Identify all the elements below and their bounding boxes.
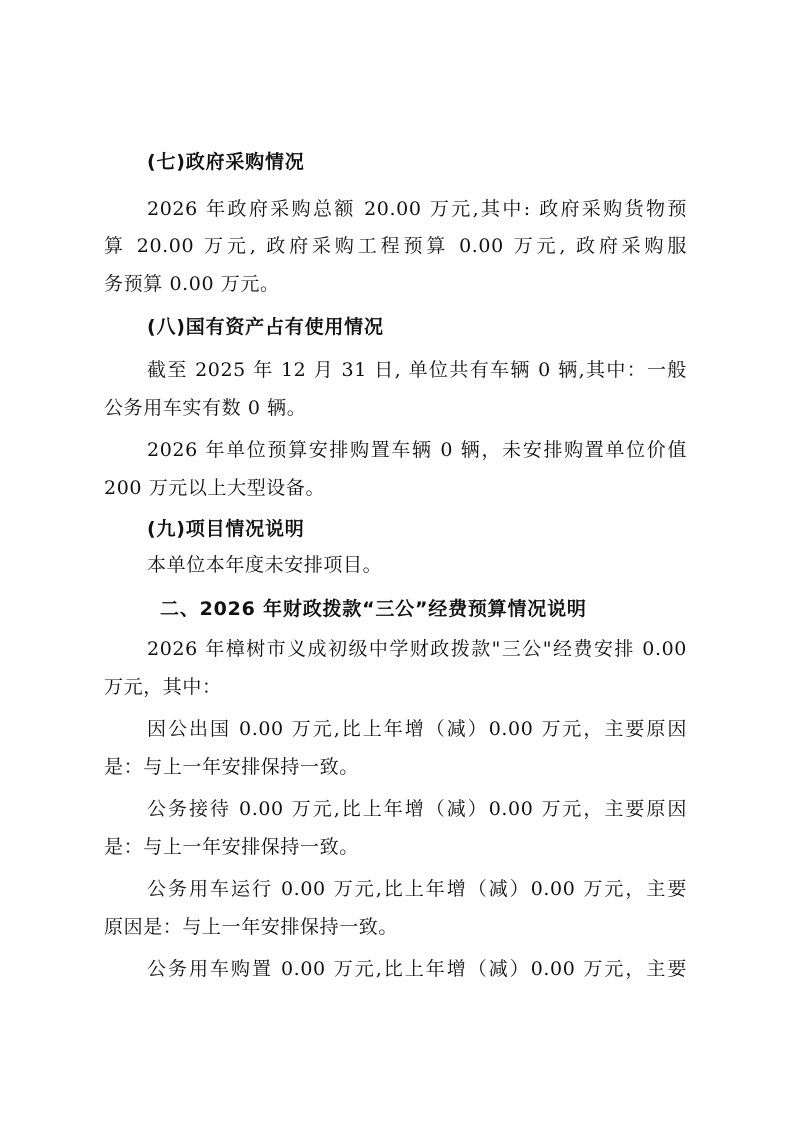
abroad-line-2: 是：与上一年安排保持一致。	[104, 756, 359, 778]
section-8-heading: (八)国有资产占有使用情况	[147, 316, 384, 338]
vehicle-operation-line-2: 原因是：与上一年安排保持一致。	[104, 916, 399, 938]
part-2-intro-line-2: 万元，其中：	[104, 676, 222, 698]
section-8-p1-line-2: 公务用车实有数 0 辆。	[104, 397, 307, 419]
section-8-p1-line-1: 截至 2025 年 12 月 31 日, 单位共有车辆 0 辆,其中：一般	[147, 359, 687, 381]
section-7-line-1: 2026 年政府采购总额 20.00 万元,其中: 政府采购货物预	[147, 198, 687, 220]
vehicle-operation-line-1: 公务用车运行 0.00 万元,比上年增（减）0.00 万元，主要	[147, 878, 687, 900]
reception-line-2: 是：与上一年安排保持一致。	[104, 836, 359, 858]
vehicle-purchase-line-1: 公务用车购置 0.00 万元,比上年增（减）0.00 万元，主要	[147, 958, 687, 980]
section-7-heading: (七)政府采购情况	[147, 151, 305, 173]
section-7-line-3: 务预算 0.00 万元。	[104, 273, 280, 295]
abroad-line-1: 因公出国 0.00 万元,比上年增（减）0.00 万元，主要原因	[147, 718, 687, 740]
section-8-p2-line-2: 200 万元以上大型设备。	[104, 477, 326, 499]
section-7-line-2: 算 20.00 万元, 政府采购工程预算 0.00 万元, 政府采购服	[104, 235, 687, 257]
section-9-line-1: 本单位本年度未安排项目。	[147, 554, 383, 576]
reception-line-1: 公务接待 0.00 万元,比上年增（减）0.00 万元，主要原因	[147, 798, 687, 820]
part-2-intro-line-1: 2026 年樟树市义成初级中学财政拨款"三公"经费安排 0.00	[147, 638, 687, 660]
section-9-heading: (九)项目情况说明	[147, 518, 305, 540]
section-8-p2-line-1: 2026 年单位预算安排购置车辆 0 辆，未安排购置单位价值	[147, 439, 687, 461]
part-2-heading: 二、2026 年财政拨款“三公”经费预算情况说明	[160, 598, 587, 620]
